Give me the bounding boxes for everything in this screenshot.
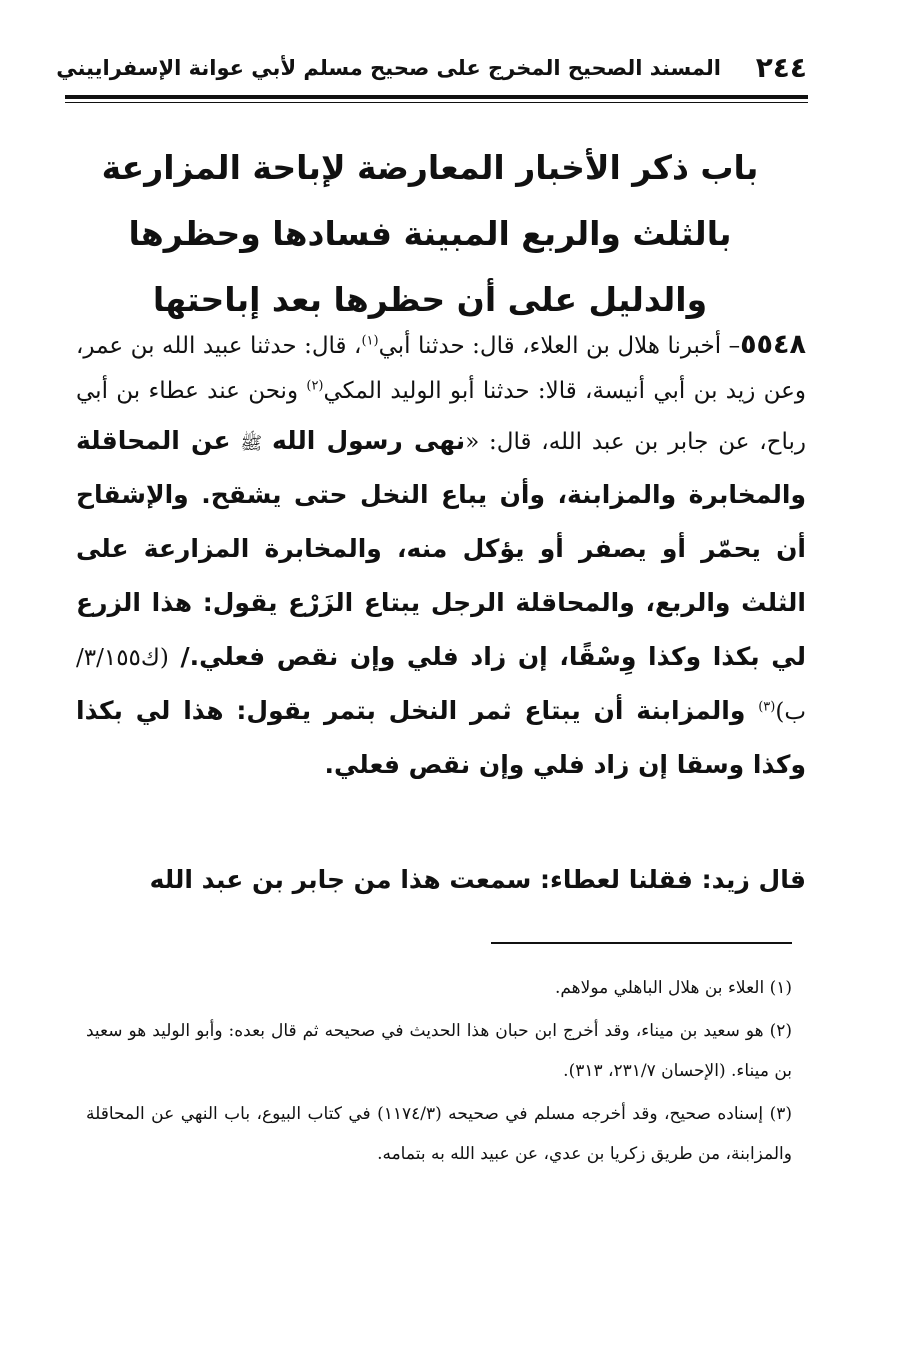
page-number: ٢٤٤ xyxy=(755,51,807,84)
hadith-chain-part1: أخبرنا هلال بن العلاء، قال: حدثنا أبي xyxy=(378,333,722,359)
hadith-number: ٥٥٤٨ xyxy=(740,329,806,360)
hadith-dash: – xyxy=(721,333,741,359)
running-title: المسند الصحيح المخرج على صحيح مسلم لأبي عوانة الإسفراييني xyxy=(56,56,721,80)
footnote-2: (٢) هو سعيد بن ميناء، وقد أخرج ابن حبان هذا الحديث في صحيحه ثم قال بعده: وأبو الوليد هو سعيد بن ميناء. (الإحسان ٢٣١/٧، ٣١٣). xyxy=(86,1021,792,1081)
footnote-3: (٣) إسناده صحيح، وقد أخرجه مسلم في صحيحه (١١٧٤/٣) في كتاب البيوع، باب النهي عن المحاقلة والمزابنة، من طريق زكريا بن عدي، عن عبيد الله به بتمامه. xyxy=(86,1104,792,1164)
hadith-matn: عن المحاقلة والمخابرة والمزابنة، وأن يباع النخل حتى يشقح. والإشقاح أن يحمّر أو يصفر أو يؤكل منه، والمخابرة المزارعة على الثلث والربع، والمحاقلة الرجل يبتاع الزَرْع يقول: هذا الزرع لي بكذا وكذا وِسْقًا، إن زاد فلي وإن نقص فعلي./ xyxy=(76,426,806,671)
header-rule-thin xyxy=(65,102,808,103)
hadith-matn-start: نهى رسول الله xyxy=(271,426,466,455)
hadith-matn-end: والمزابنة أن يبتاع ثمر النخل بتمر يقول: هذا لي بكذا وكذا وسقا إن زاد فلي وإن نقص فعلي. xyxy=(76,696,806,779)
header-rule xyxy=(65,95,808,99)
page-header xyxy=(56,48,807,94)
footnotes xyxy=(86,968,792,1177)
hadith-chain-part2: ، قال: حدثنا عبيد الله بن عمر، وعن زيد بن أبي أنيسة، قالا: حدثنا أبو الوليد المكي xyxy=(76,333,806,404)
footnote-separator xyxy=(491,942,792,944)
footnote-marker-1: (١) xyxy=(361,333,379,349)
zayd-statement: قال زيد: فقلنا لعطاء: سمعت هذا من جابر بن عبد الله xyxy=(149,865,806,894)
footnote-marker-3: (٣) xyxy=(758,699,776,715)
chapter-heading: باب ذكر الأخبار المعارضة لإباحة المزارعة بالثلث والربع المبينة فسادها وحظرها والدليل على أن حظرها بعد إباحتها xyxy=(101,148,759,319)
footnote-marker-2: (٢) xyxy=(306,378,324,394)
hadith-chain-part3: ونحن عند عطاء بن أبي رباح، عن جابر بن عبد الله، قال: « xyxy=(76,378,807,455)
manuscript-reference: (ك٣/١٥٥/ب) xyxy=(76,645,806,725)
hadith-text xyxy=(76,322,806,792)
salutation-glyph: ﷺ xyxy=(240,433,263,454)
footnote-1: (١) العلاء بن هلال الباهلي مولاهم. xyxy=(554,978,792,998)
